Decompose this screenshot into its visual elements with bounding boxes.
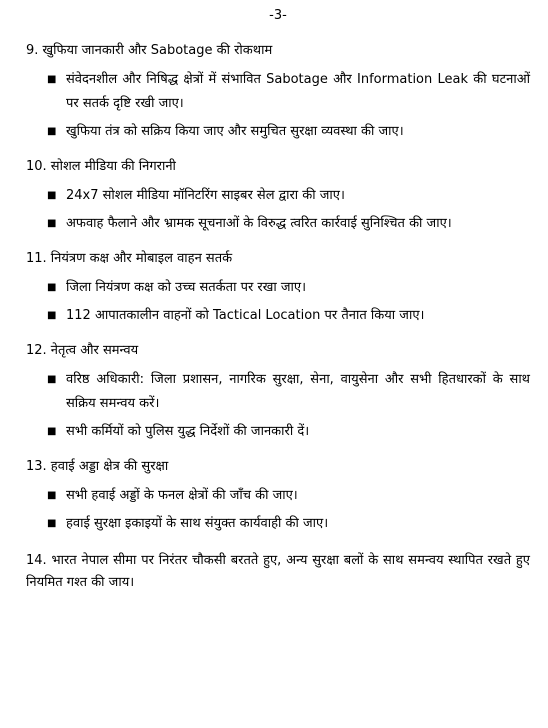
square-bullet-icon: ■ [47, 126, 57, 137]
bullet-item [47, 368, 530, 416]
bullet-item [47, 68, 530, 116]
bullet-list [26, 368, 530, 444]
page-number: -3- [269, 8, 287, 23]
section-10 [26, 158, 530, 236]
square-bullet-icon: ■ [47, 190, 57, 201]
square-bullet-icon: ■ [47, 518, 57, 529]
square-bullet-icon: ■ [47, 74, 57, 85]
section-heading: 13. हवाई अड्डा क्षेत्र की सुरक्षा [26, 459, 169, 474]
bullet-text: खुफिया तंत्र को सक्रिय किया जाए और समुचित सुरक्षा व्यवस्था की जाए। [66, 124, 404, 139]
section-12 [26, 342, 530, 444]
bullet-text: सभी कर्मियों को पुलिस युद्ध निर्देशों की जानकारी दें। [66, 424, 310, 439]
section-heading: 10. सोशल मीडिया की निगरानी [26, 159, 176, 174]
bullet-list [26, 68, 530, 144]
bullet-item [47, 512, 530, 536]
bullet-text: 24x7 सोशल मीडिया मॉनिटरिंग साइबर सेल द्वारा की जाए। [66, 188, 345, 203]
square-bullet-icon: ■ [47, 282, 57, 293]
square-bullet-icon: ■ [47, 218, 57, 229]
section-9 [26, 42, 530, 144]
bullet-text: सभी हवाई अड्डों के फनल क्षेत्रों की जाँच की जाए। [66, 488, 298, 503]
section-11 [26, 250, 530, 328]
bullet-item [47, 420, 530, 444]
bullet-text: संवेदनशील और निषिद्ध क्षेत्रों में संभावित Sabotage और Information Leak की घटनाओं पर सतर्क दृष्टि रखी जाए। [66, 72, 530, 111]
bullet-list [26, 276, 530, 328]
bullet-text: अफवाह फैलाने और भ्रामक सूचनाओं के विरुद्ध त्वरित कार्रवाई सुनिश्चित की जाए। [66, 216, 452, 231]
bullet-text: वरिष्ठ अधिकारी: जिला प्रशासन, नागरिक सुरक्षा, सेना, वायुसेना और सभी हितधारकों के साथ सक्रिय समन्वय करें। [66, 372, 530, 411]
closing-paragraph: 14. भारत नेपाल सीमा पर निरंतर चौकसी बरतते हुए, अन्य सुरक्षा बलों के साथ समन्वय स्थापित रखते हुए नियमित गश्त की जाय। [26, 553, 530, 590]
bullet-item [47, 304, 530, 328]
section-heading: 9. खुफिया जानकारी और Sabotage की रोकथाम [26, 43, 273, 58]
bullet-item [47, 484, 530, 508]
square-bullet-icon: ■ [47, 426, 57, 437]
section-heading: 12. नेतृत्व और समन्वय [26, 343, 139, 358]
bullet-item [47, 184, 530, 208]
bullet-text: 112 आपातकालीन वाहनों को Tactical Location पर तैनात किया जाए। [66, 308, 425, 323]
bullet-item [47, 120, 530, 144]
bullet-item [47, 212, 530, 236]
square-bullet-icon: ■ [47, 310, 57, 321]
section-13 [26, 458, 530, 536]
square-bullet-icon: ■ [47, 490, 57, 501]
bullet-list [26, 484, 530, 536]
bullet-text: जिला नियंत्रण कक्ष को उच्च सतर्कता पर रखा जाए। [66, 280, 306, 295]
square-bullet-icon: ■ [47, 374, 57, 385]
bullet-list [26, 184, 530, 236]
section-heading: 11. नियंत्रण कक्ष और मोबाइल वाहन सतर्क [26, 251, 233, 266]
bullet-text: हवाई सुरक्षा इकाइयों के साथ संयुक्त कार्यवाही की जाए। [66, 516, 329, 531]
bullet-item [47, 276, 530, 300]
